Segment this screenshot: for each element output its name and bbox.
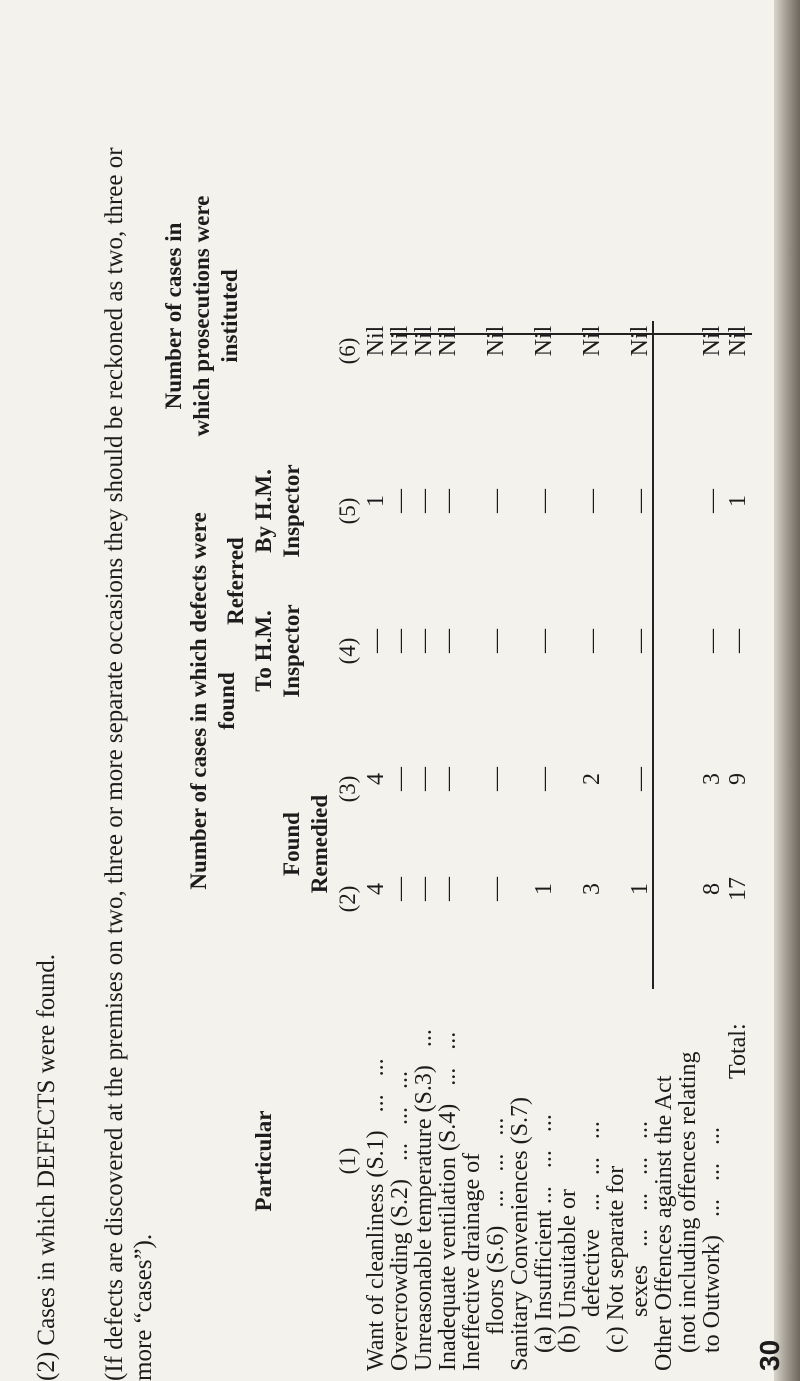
total-rule <box>652 321 654 989</box>
row-prosecutions: Nil <box>531 325 557 357</box>
col-header-particular: Particular <box>251 1110 276 1212</box>
row-to-hm: — <box>699 629 725 653</box>
row-prosecutions: Nil <box>435 325 461 357</box>
row-prosecutions: Nil <box>411 325 437 357</box>
total-label: Total: <box>725 1023 751 1079</box>
section-note: (If defects are discovered at the premises on two, three or more separate occasions they should be reckoned as two, three or more “cases”). <box>101 147 157 1381</box>
row-to-hm: — <box>483 629 509 653</box>
col-number-3: (3) <box>335 775 360 803</box>
col-header-found: Number of cases in which defects were found <box>186 512 239 890</box>
row-found: — <box>435 877 461 901</box>
row-by-hm: — <box>531 489 557 513</box>
row-prosecutions: Nil <box>387 325 413 357</box>
row-found: — <box>411 877 437 901</box>
row-particular: defective ... ... ... <box>579 1121 605 1371</box>
row-to-hm: — <box>531 629 557 653</box>
row-prosecutions: Nil <box>363 325 389 357</box>
row-to-hm: — <box>387 629 413 653</box>
row-particular: Ineffective drainage of <box>459 1152 485 1371</box>
total-by-hm: 1 <box>725 495 751 507</box>
col-header-referred: Referred <box>223 537 248 625</box>
col-header-remedied-found: Found <box>279 812 304 876</box>
row-by-hm: — <box>483 489 509 513</box>
col-number-4: (4) <box>335 637 360 665</box>
col-number-2: (2) <box>335 885 360 913</box>
row-to-hm: — <box>627 629 653 653</box>
row-particular: Unreasonable temperature (S.3) ... <box>411 1029 437 1371</box>
row-particular: Inadequate ventilation (S.4) ... ... <box>435 1031 461 1371</box>
row-particular: Other Offences against the Act <box>651 1075 677 1371</box>
row-found: 1 <box>627 883 653 895</box>
row-remedied: — <box>411 767 437 791</box>
col-header-prosecutions: Number of cases in which prosecutions were instituted <box>161 195 242 437</box>
row-particular: (c) Not separate for <box>603 1165 629 1371</box>
row-found: — <box>387 877 413 901</box>
row-remedied: — <box>531 767 557 791</box>
row-to-hm: — <box>435 629 461 653</box>
col-header-by-hm: By H.M. Inspector <box>251 464 304 558</box>
row-particular: (a) Insufficient ... ... ... <box>531 1114 557 1371</box>
row-by-hm: — <box>699 489 725 513</box>
row-by-hm: 1 <box>363 495 389 507</box>
row-found: 8 <box>699 883 725 895</box>
col-header-remedied: Remedied <box>307 794 332 894</box>
col-number-1: (1) <box>335 1147 360 1175</box>
row-prosecutions: Nil <box>579 325 605 357</box>
row-found: 1 <box>531 883 557 895</box>
row-particular: floors (S.6) ... ... ... <box>483 1117 509 1371</box>
section-heading: (2) Cases in which DEFECTS were found. <box>33 953 60 1381</box>
row-remedied: 2 <box>579 773 605 785</box>
total-prosecutions: Nil <box>725 325 751 357</box>
row-found: — <box>483 877 509 901</box>
row-remedied: 3 <box>699 773 725 785</box>
row-remedied: — <box>435 767 461 791</box>
row-by-hm: — <box>435 489 461 513</box>
page-number: 30 <box>754 1339 785 1371</box>
row-prosecutions: Nil <box>483 325 509 357</box>
row-to-hm: — <box>579 629 605 653</box>
row-prosecutions: Nil <box>627 325 653 357</box>
row-remedied: — <box>627 767 653 791</box>
row-by-hm: — <box>579 489 605 513</box>
row-particular: Sanitary Conveniences (S.7) <box>507 1097 533 1371</box>
row-to-hm: — <box>411 629 437 653</box>
row-remedied: — <box>387 767 413 791</box>
row-particular: Want of cleanliness (S.1) ... ... <box>363 1058 389 1371</box>
row-remedied: — <box>483 767 509 791</box>
row-particular: to Outwork) ... ... ... <box>699 1127 725 1371</box>
row-to-hm: — <box>363 629 389 653</box>
row-particular: (not including offences relating <box>675 1051 701 1371</box>
col-number-6: (6) <box>335 337 360 365</box>
col-header-to-hm: To H.M. Inspector <box>251 604 304 698</box>
row-particular: sexes ... ... ... ... <box>627 1121 653 1371</box>
row-remedied: 4 <box>363 773 389 785</box>
row-found: 3 <box>579 883 605 895</box>
col-header-remedied-group <box>250 749 334 939</box>
total-found: 17 <box>725 877 751 901</box>
row-particular: Overcrowding (S.2) ... ... ... <box>387 1071 413 1371</box>
row-by-hm: — <box>387 489 413 513</box>
row-particular: (b) Unsuitable or <box>555 1189 581 1371</box>
row-prosecutions: Nil <box>699 325 725 357</box>
row-by-hm: — <box>411 489 437 513</box>
row-by-hm: — <box>627 489 653 513</box>
total-remedied: 9 <box>725 773 751 785</box>
col-number-5: (5) <box>335 497 360 525</box>
row-found: 4 <box>363 883 389 895</box>
total-to-hm: — <box>725 629 751 653</box>
